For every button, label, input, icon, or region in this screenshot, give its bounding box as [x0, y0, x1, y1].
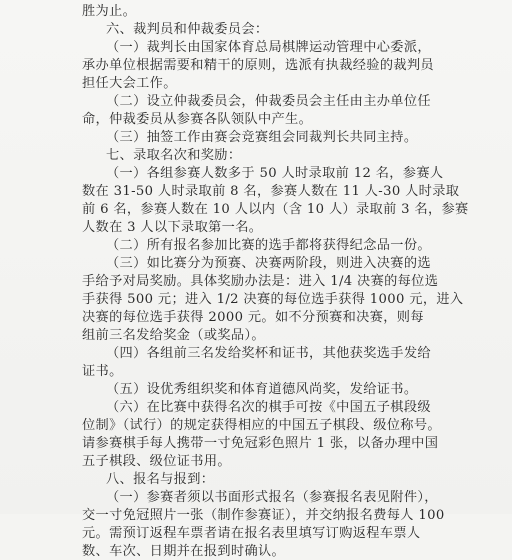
section-heading: 八、报名与报到： [106, 472, 215, 487]
text-line: 担任大会工作。 [82, 76, 177, 91]
text-line: 手给予对局奖励。具体奖励办法是：进入 1/4 决赛的每位选 [82, 274, 439, 289]
text-line: 承办单位根据需要和精干的原则，选派有执裁经验的裁判员 [82, 58, 434, 73]
text-line: 决赛的每位选手获得 2000 元。如不分预赛和决赛，则每 [82, 310, 424, 325]
text-line: 组前三名发给奖金（或奖品）。 [82, 328, 265, 343]
text-line: 胜为止。 [82, 4, 137, 19]
text-line: （五）设优秀组织奖和体育道德风尚奖，发给证书。 [106, 382, 418, 397]
text-line: 位制》（试行）的规定获得相应的中国五子棋段、级位称号。 [82, 418, 441, 433]
text-line: 手获得 500 元；进入 1/2 决赛的每位选手获得 1000 元，进入 [82, 292, 464, 307]
text-line: （一）参赛者须以书面形式报名（参赛报名表见附件）， [106, 490, 438, 505]
text-line: 前 6 名，参赛人数在 10 人以内（含 10 人）录取前 3 名，参赛 [82, 202, 469, 217]
text-line: （一）裁判长由国家体育总局棋牌运动管理中心委派， [106, 40, 431, 55]
text-line: （六）在比赛中获得名次的棋手可按《中国五子棋段级 [106, 400, 431, 415]
text-line: 命，仲裁委员从参赛各队领队中产生。 [82, 112, 313, 127]
text-line: 交一寸免冠照片一张（制作参赛证），并交纳报名费每人 100 [82, 508, 445, 523]
text-line: 数在 31-50 人时录取前 8 名，参赛人数在 11 人-30 人时录取 [82, 184, 460, 199]
text-line: 人数在 3 人以下录取第一名。 [82, 220, 263, 235]
text-line: 元。需预订返程车票者请在报名表里填写订购返程车票人 [82, 526, 421, 541]
text-line: （三）抽签工作由赛会竞赛组会同裁判长共同主持。 [106, 130, 418, 145]
text-line: （一）各组参赛人数多于 50 人时录取前 12 名，参赛人 [106, 166, 444, 181]
text-line: 五子棋段、级位证书用。 [82, 454, 231, 469]
text-line: 证书。 [82, 364, 123, 379]
text-line: （二）设立仲裁委员会，仲裁委员会主任由主办单位任 [106, 94, 431, 109]
text-line: （二）所有报名参加比赛的选手都将获得纪念品一份。 [106, 238, 431, 253]
text-line: （四）各组前三名发给奖杯和证书，其他获奖选手发给 [106, 346, 431, 361]
text-line: （三）如比赛分为预赛、决赛两阶段，则进入决赛的选 [106, 256, 431, 271]
section-heading: 六、裁判员和仲裁委员会： [106, 22, 269, 37]
section-heading: 七、录取名次和奖励： [106, 148, 242, 163]
text-line: 数、车次、日期并在报到时确认。 [82, 544, 286, 559]
text-line: 请参赛棋手每人携带一寸免冠彩色照片 1 张，以备办理中国 [82, 436, 439, 451]
